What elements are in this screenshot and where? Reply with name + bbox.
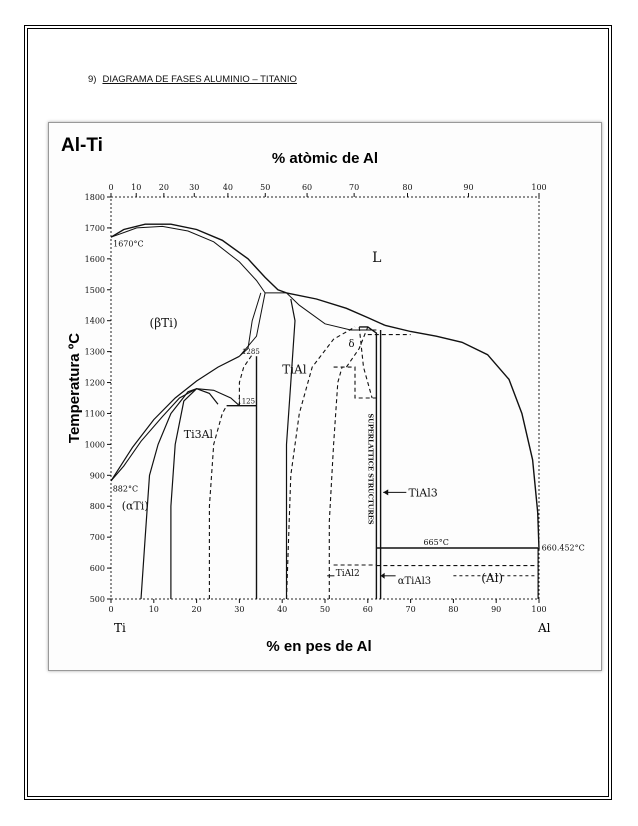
bottom-axis-title: % en pes de Al [266,638,372,655]
top-tick-label: 30 [189,183,200,192]
alpha-ti-label: (αTi) [121,499,149,513]
tial3-arrow-head [383,489,388,495]
diagram-system-title: Al-Ti [61,135,103,156]
superlattice-label: SUPERLATTICE STRUCTURES [366,413,375,525]
x-tick-label: 20 [191,605,202,614]
y-tick-label: 800 [89,502,105,512]
ti-element-label: Ti [114,621,126,635]
ti3al-left-boundary [171,389,218,599]
x-tick-label: 70 [405,605,416,614]
y-tick-label: 1300 [84,347,105,357]
delta-boundary-dashed [334,367,377,398]
section-title: DIAGRAMA DE FASES ALUMINIO – TITANIO [102,74,297,85]
tial2-left-dashed [329,367,342,599]
y-tick-label: 1500 [84,285,105,295]
top-axis-title: % atòmic de Al [271,150,379,167]
x-tick-label: 80 [448,605,459,614]
top-tick-label: 0 [108,183,114,192]
top-tick-label: 90 [463,183,474,192]
beta-alpha-upper [111,356,239,481]
x-tick-label: 0 [108,605,114,614]
x-tick-label: 30 [234,605,245,614]
y-tick-label: 600 [89,564,105,574]
al-ti-phase-diagram [49,123,601,670]
x-tick-label: 90 [491,605,502,614]
x-tick-label: 100 [531,605,547,614]
y-tick-label: 500 [89,595,105,604]
liquid-label: L [372,249,382,266]
top-tick-label: 100 [531,183,547,192]
liquidus-al-side [385,325,539,549]
x-tick-label: 60 [362,605,373,614]
delta-right-dashed [359,327,372,398]
tial2-label: TiAl2 [335,568,360,579]
tial-solidus [287,293,377,330]
x-tick-label: 50 [319,605,331,614]
tial3-label: TiAl3 [408,486,438,500]
y-tick-label: 700 [89,533,105,543]
y-tick-label: 1800 [84,193,105,202]
delta-label: δ [348,338,355,350]
solidus-ti-side [111,226,265,293]
top-tick-label: 40 [222,183,233,192]
top-tick-label: 20 [158,183,169,192]
top-tick-label: 80 [402,183,413,192]
y-tick-label: 1200 [84,378,105,388]
t1285-label: 1285 [241,348,260,357]
section-heading [88,74,297,85]
tial-label: TiAl [282,362,307,377]
y-axis-title: Temperatura ºC [66,332,83,444]
liquidus-tial-side [287,293,385,325]
al-phase-label: (Al) [481,570,504,585]
top-tick-label: 50 [260,183,271,192]
y-tick-label: 1600 [84,254,105,264]
top-tick-label: 70 [349,183,360,192]
y-tick-label: 1100 [84,409,105,419]
y-tick-label: 1000 [84,440,105,450]
x-tick-label: 40 [277,605,288,614]
al-melt-label: 660.452°C [541,543,585,553]
beta-tial-left [239,293,260,356]
y-tick-label: 900 [89,471,105,481]
beta-tial-right [239,293,265,356]
al-element-label: Al [538,621,551,635]
top-tick-label: 60 [301,183,313,192]
ti-melt-label: 1670°C [113,239,144,249]
y-tick-label: 1400 [84,316,105,326]
t1125-label: 1125 [237,397,256,406]
alpha-ti3al-left [141,389,197,599]
ti3al-label: Ti3Al [183,428,214,442]
phase-diagram-figure [48,122,602,671]
beta-ti-label: (βTi) [149,315,178,330]
alpha-tial3-label: αTiAl3 [397,576,432,588]
top-tick-label: 10 [131,183,142,192]
x-tick-label: 10 [148,605,159,614]
section-number: 9) [88,74,97,85]
peritectic-665-label: 665°C [423,537,449,547]
ti-transform-label: 882°C [112,484,139,494]
liquidus-ti-side [111,224,287,293]
y-tick-label: 1700 [84,223,105,233]
